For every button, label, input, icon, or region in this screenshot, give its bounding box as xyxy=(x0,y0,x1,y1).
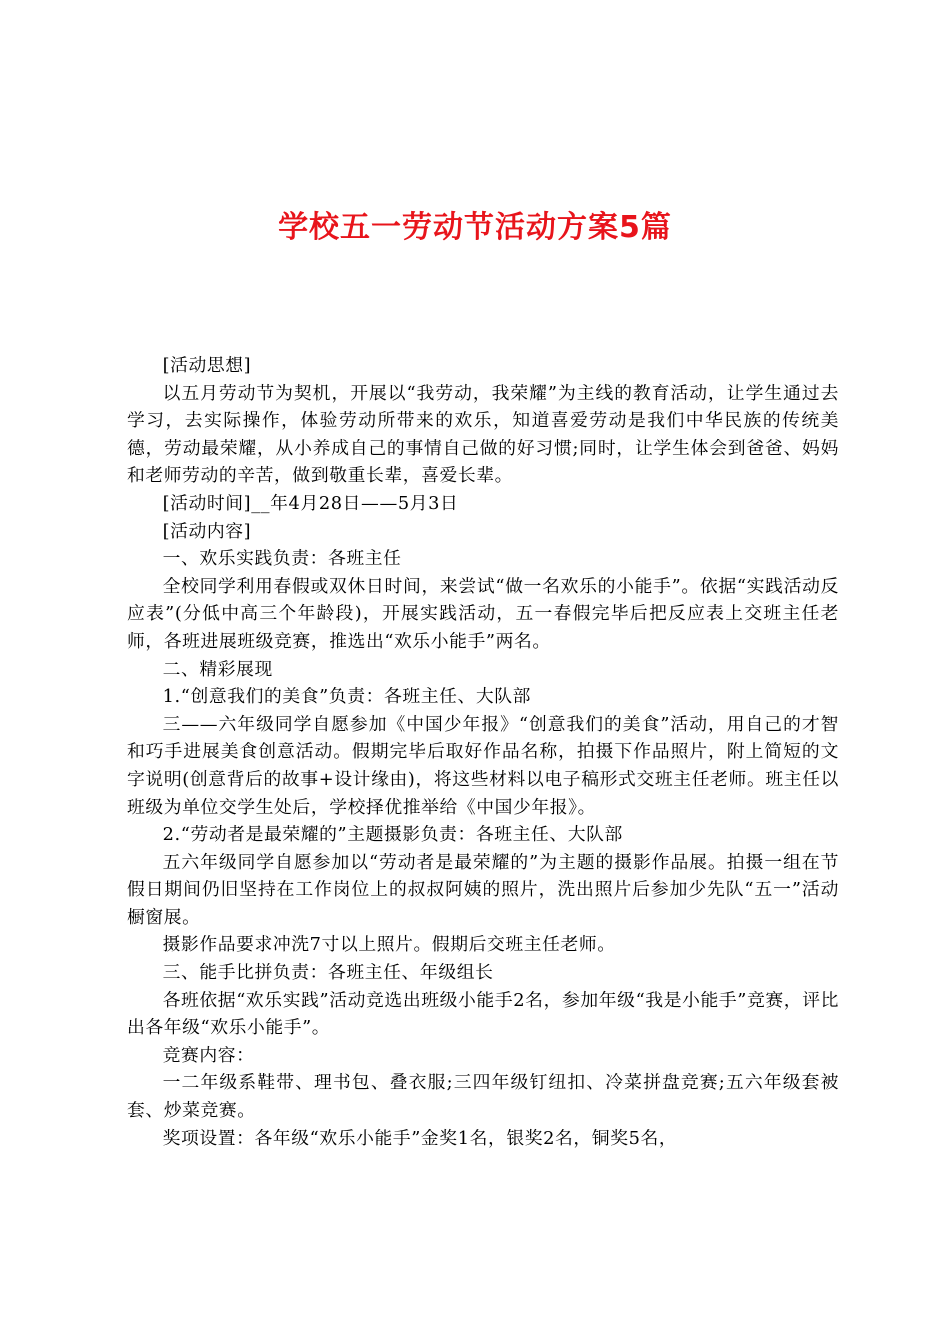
section-heading-time: [活动时间]__年4月28日——5月3日 xyxy=(162,492,459,514)
item-heading-showcase: 二、精彩展现 xyxy=(162,658,273,680)
paragraph-awards: 奖项设置：各年级“欢乐小能手”金奖1名，银奖2名，铜奖5名， xyxy=(162,1127,678,1149)
paragraph-competition: 各班依据“欢乐实践”活动竞选出班级小能手2名，参加年级“我是小能手”竞赛，评比出各年级“欢乐小能手”。 xyxy=(127,989,839,1039)
subitem-heading-photo: 2.“劳动者是最荣耀的”主题摄影负责：各班主任、大队部 xyxy=(162,824,623,846)
paragraph-food: 三——六年级同学自愿参加《中国少年报》“创意我们的美食”活动，用自己的才智和巧手进展美食创意活动。假期完毕后取好作品名称，拍摄下作品照片，附上简短的文字说明(创意背后的故事+设计缘由)，将这些材料以电子稿形式交班主任老师。班主任以班级为单位交学生处后，学校择优推举给《中国少年报》。 xyxy=(127,713,839,818)
paragraph-thought: 以五月劳动节为契机，开展以“我劳动，我荣耀”为主线的教育活动，让学生通过去学习，去实际操作，体验劳动所带来的欢乐，知道喜爱劳动是我们中华民族的传统美德，劳动最荣耀，从小养成自己的事情自己做的好习惯;同时，让学生体会到爸爸、妈妈和老师劳动的辛苦，做到敬重长辈，喜爱长辈。 xyxy=(127,382,839,487)
paragraph-competition-content: 一二年级系鞋带、理书包、叠衣服;三四年级钉纽扣、冷菜拼盘竞赛;五六年级套被套、炒菜竞赛。 xyxy=(127,1072,839,1122)
paragraph-photo-requirement: 摄影作品要求冲洗7寸以上照片。假期后交班主任老师。 xyxy=(162,934,616,956)
paragraph-practice: 全校同学利用春假或双休日时间，来尝试“做一名欢乐的小能手”。依据“实践活动反应表”(分低中高三个年龄段)，开展实践活动，五一春假完毕后把反应表上交班主任老师，各班进展班级竞赛，推选出“欢乐小能手”两名。 xyxy=(127,575,839,652)
subitem-heading-food: 1.“创意我们的美食”负责：各班主任、大队部 xyxy=(162,686,532,708)
item-heading-practice: 一、欢乐实践负责：各班主任 xyxy=(162,548,402,570)
item-heading-competition: 三、能手比拼负责：各班主任、年级组长 xyxy=(162,962,494,984)
paragraph-photo: 五六年级同学自愿参加以“劳动者是最荣耀的”为主题的摄影作品展。拍摄一组在节假日期间仍旧坚持在工作岗位上的叔叔阿姨的照片，洗出照片后参加少先队“五一”活动橱窗展。 xyxy=(127,851,839,928)
competition-content-label: 竞赛内容： xyxy=(162,1044,255,1066)
section-heading-thought: [活动思想] xyxy=(162,355,252,376)
document-body xyxy=(127,352,839,1152)
document-title: 学校五一劳动节活动方案5篇 xyxy=(278,210,672,245)
section-heading-content: [活动内容] xyxy=(162,520,252,542)
